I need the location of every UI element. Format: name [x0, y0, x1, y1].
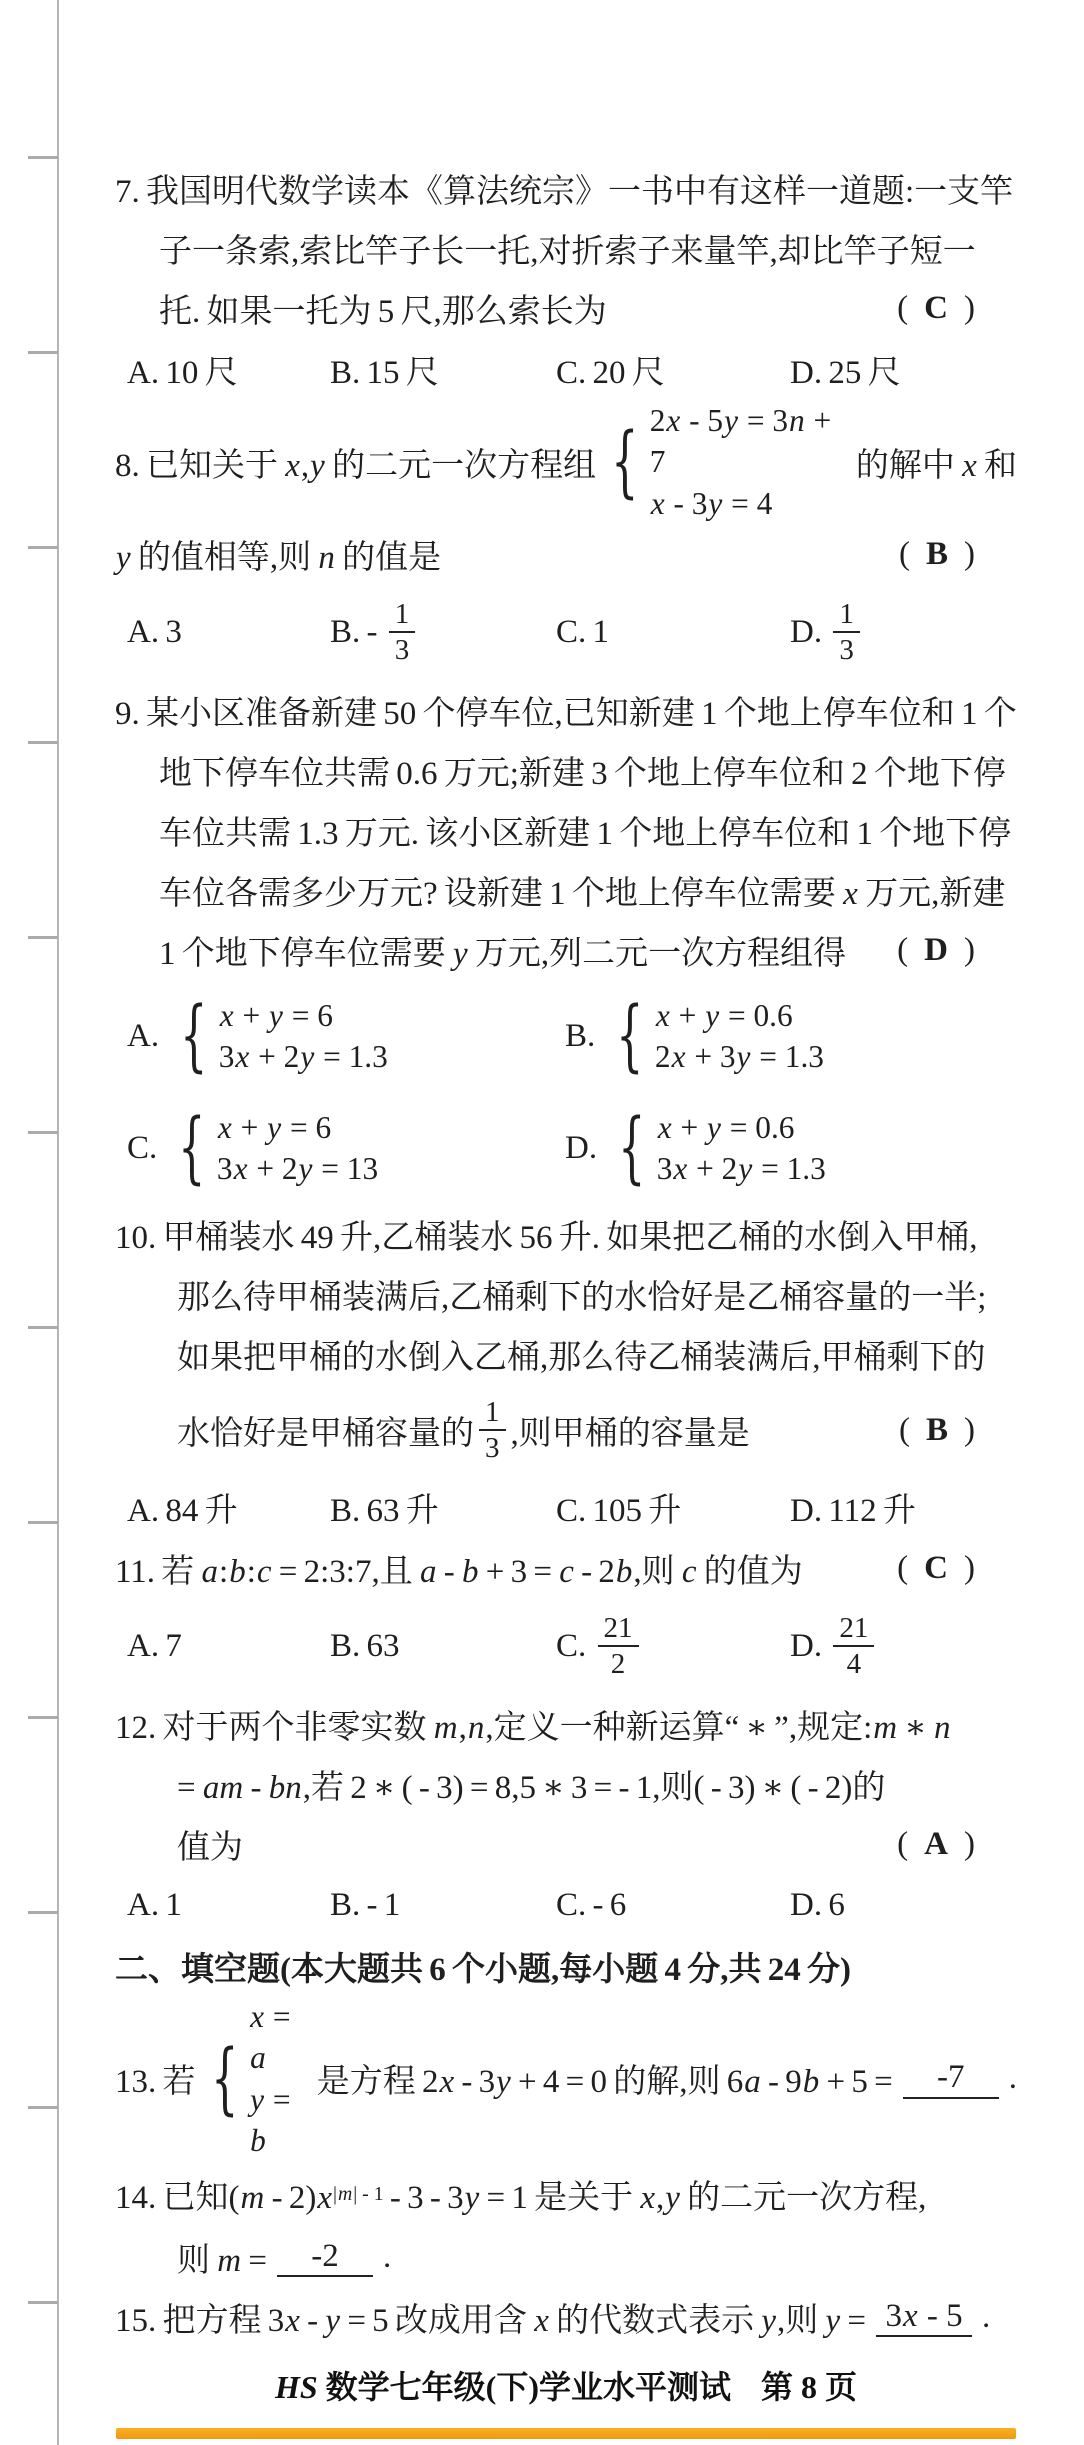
left-brace: { — [210, 2033, 238, 2124]
question-9-line-1: 9. 某小区准备新建 50 个停车位,已知新建 1 个地上停车位和 1 个 — [115, 695, 1017, 732]
fraction: $\frac{1}{3}$ — [479, 1395, 506, 1466]
page-content — [115, 158, 1017, 2439]
question-9-line-5: 1 个地下停车位需要 y 万元,列二元一次方程组得 ( D ) — [115, 920, 1017, 980]
question-12-line-1: 12. 对于两个非零实数 m,n,定义一种新运算“ ∗ ”,规定:m ∗ n — [115, 1709, 951, 1746]
option-d: D. { x + y = 0.6 3x + 2y = 1.3 — [565, 1103, 826, 1194]
answer-q7: ( C ) — [897, 289, 975, 326]
question-8-line-2: y 的值相等,则 n 的值是 ( B ) — [115, 524, 1017, 584]
question-7 — [115, 158, 1017, 400]
left-brace: { — [180, 991, 208, 1082]
left-brace: { — [611, 417, 639, 508]
question-8 — [115, 400, 1017, 680]
exponent: |m| - 1 — [332, 2183, 384, 2206]
footer-accent-bar — [116, 2428, 1016, 2439]
equation-system: { x + y = 6 3x + 2y = 1.3 — [180, 991, 388, 1082]
footer-logo: HS — [274, 2368, 318, 2405]
question-9-options-row-1 — [115, 980, 1017, 1092]
answer-q8: ( B ) — [898, 535, 975, 572]
option-d: D. 25 尺 — [790, 354, 901, 391]
question-9-line-3: 车位共需 1.3 万元. 该小区新建 1 个地上停车位和 1 个地下停 — [159, 815, 1012, 852]
option-a: A. 3 — [127, 613, 182, 650]
page-number: 第 8 页 — [761, 2368, 858, 2405]
answer-q12: ( A ) — [897, 1825, 975, 1862]
option-b: B. 15 尺 — [330, 354, 439, 391]
question-10-line-3: 如果把甲桶的水倒入乙桶,那么待乙桶装满后,甲桶剩下的 — [177, 1339, 986, 1376]
option-c: C. 105 升 — [556, 1492, 682, 1529]
blank-answer: 3x - 5 — [876, 2298, 972, 2338]
option-b: B. - 1 — [330, 1886, 401, 1923]
left-brace: { — [616, 991, 644, 1082]
equation-system: { x + y = 0.6 2x + 3y = 1.3 — [616, 991, 824, 1082]
left-brace: { — [618, 1103, 646, 1194]
question-11-line-1: 11. 若 a:b:c = 2:3:7,且 a - b + 3 = c - 2b,则 c 的值为 ( C ) — [115, 1538, 1017, 1598]
question-10-line-2: 那么待甲桶装满后,乙桶剩下的水恰好是乙桶容量的一半; — [177, 1279, 987, 1316]
blank-answer: -2 — [277, 2238, 373, 2278]
option-c: C. { x + y = 6 3x + 2y = 13 — [127, 1103, 379, 1194]
question-7-line-1: 7. 我国明代数学读本《算法统宗》一书中有这样一道题:一支竿 — [115, 173, 1014, 210]
left-brace: { — [178, 1103, 206, 1194]
question-9-options-row-2 — [115, 1092, 1017, 1204]
question-8-line-1: 8. 已知关于 x,y 的二元一次方程组 { 2x - 5y = 3n + 7 x - 3y = 4 的解中 x 和 — [115, 400, 1017, 524]
option-a: A. 7 — [127, 1627, 182, 1664]
option-b: B. 63 — [330, 1627, 400, 1664]
option-d: D. $\frac{21}{4}$ — [790, 1611, 1017, 1682]
option-b: B. - $\frac{1}{3}$ — [330, 597, 556, 668]
question-11-options — [115, 1598, 1017, 1694]
fraction: $\frac{21}{4}$ — [833, 1611, 874, 1682]
fraction: $\frac{1}{3}$ — [389, 597, 416, 668]
question-7-options — [115, 338, 1017, 400]
footer-title: 数学七年级(下)学业水平测试 — [325, 2368, 731, 2405]
question-12-line-2: = am - bn,若 2 ∗ ( - 3) = 8,5 ∗ 3 = - 1,则( - 3) ∗ ( - 2)的 — [177, 1769, 886, 1806]
answer-q10: ( B ) — [898, 1411, 975, 1448]
answer-q9: ( D ) — [897, 931, 975, 968]
question-7-line-3: 托. 如果一托为 5 尺,那么索长为 ( C ) — [115, 278, 1017, 338]
question-10-line-1: 10. 甲桶装水 49 升,乙桶装水 56 升. 如果把乙桶的水倒入甲桶, — [115, 1219, 978, 1256]
question-14-line-2: 则 m = -2 . — [177, 2237, 392, 2280]
answer-q11: ( C ) — [897, 1549, 975, 1586]
option-d: D. $\frac{1}{3}$ — [790, 597, 1017, 668]
question-12-options — [115, 1874, 1017, 1936]
option-a: A. { x + y = 6 3x + 2y = 1.3 — [127, 991, 388, 1082]
question-14 — [115, 2162, 1017, 2288]
question-9-line-4: 车位各需多少万元? 设新建 1 个地上停车位需要 x 万元,新建 — [159, 875, 1006, 912]
blank-answer: -7 — [903, 2059, 999, 2099]
stitch-marks — [28, 156, 58, 2445]
question-12-line-3: 值为 ( A ) — [115, 1814, 1017, 1874]
question-11 — [115, 1538, 1017, 1694]
question-13: 13. 若 { x = a y = b 是方程 2x - 3y + 4 = 0 的解,则 6a - 9b + 5 = -7 . — [115, 1996, 1017, 2161]
question-12 — [115, 1694, 1017, 1936]
question-15: 15. 把方程 3x - y = 5 改成用含 x 的代数式表示 y,则 y = 3x - 5 . — [115, 2297, 991, 2340]
option-c: C. 1 — [556, 613, 610, 650]
option-a: A. 1 — [127, 1886, 182, 1923]
page-footer — [115, 2362, 1017, 2408]
option-b: B. 63 升 — [330, 1492, 439, 1529]
question-8-options — [115, 584, 1017, 680]
question-10 — [115, 1204, 1017, 1538]
option-c: C. 20 尺 — [556, 354, 665, 391]
option-a: A. 10 尺 — [127, 354, 238, 391]
option-c: C. $\frac{21}{2}$ — [556, 1611, 790, 1682]
question-14-line-1: 14. 已知(m - 2)x |m| - 1 - 3 - 3y = 1 是关于 x,y 的二元一次方程, — [115, 2180, 927, 2217]
question-10-options — [115, 1476, 1017, 1538]
fraction: $\frac{21}{2}$ — [598, 1611, 639, 1682]
equation-system: { x = a y = b — [210, 1999, 291, 2159]
equation-system: { x + y = 0.6 3x + 2y = 1.3 — [618, 1103, 826, 1194]
question-9-line-2: 地下停车位共需 0.6 万元;新建 3 个地上停车位和 2 个地下停 — [159, 755, 1006, 792]
equation-system: { 2x - 5y = 3n + 7 x - 3y = 4 — [611, 403, 832, 521]
question-7-line-2: 子一条索,索比竿子长一托,对折索子来量竿,却比竿子短一 — [159, 233, 976, 270]
fraction: $\frac{1}{3}$ — [833, 597, 860, 668]
equation-system: { x + y = 6 3x + 2y = 13 — [178, 1103, 379, 1194]
section-2-header: 二、填空题(本大题共 6 个小题,每小题 4 分,共 24 分) — [115, 1951, 851, 1988]
question-10-line-4: 水恰好是甲桶容量的 $\frac{1}{3}$ ,则甲桶的容量是 ( B ) — [115, 1384, 1017, 1476]
option-d: D. 6 — [790, 1886, 845, 1923]
question-9 — [115, 680, 1017, 1204]
option-d: D. 112 升 — [790, 1492, 916, 1529]
option-a: A. 84 升 — [127, 1492, 238, 1529]
option-c: C. - 6 — [556, 1886, 627, 1923]
option-b: B. { x + y = 0.6 2x + 3y = 1.3 — [565, 991, 824, 1082]
